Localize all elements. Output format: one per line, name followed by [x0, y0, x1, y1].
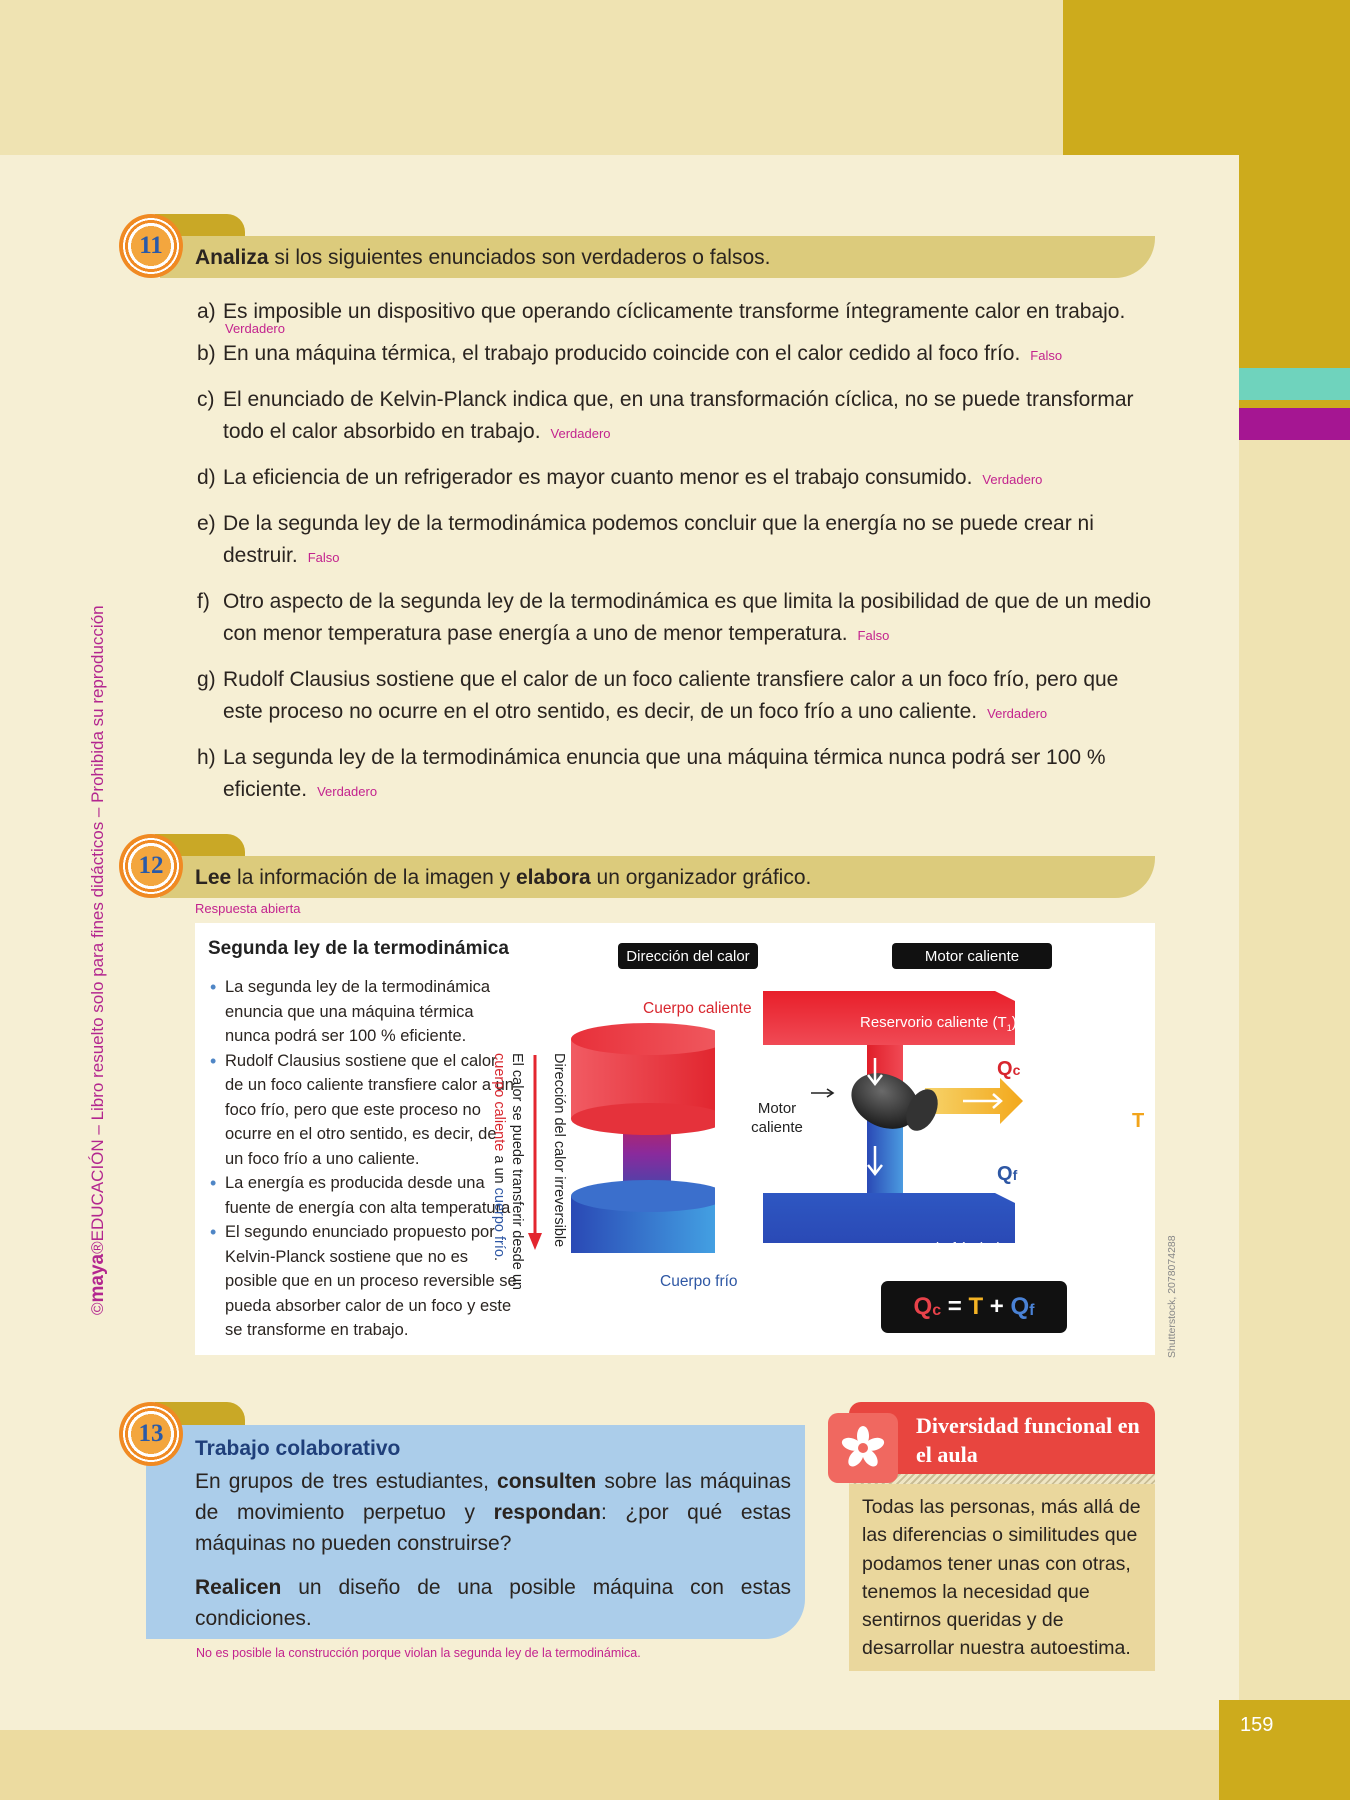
- item-text: La segunda ley de la termodinámica enuncia que una máquina térmica nunca podrá ser 100 % eficiente.: [223, 746, 1106, 801]
- collab-paragraph-2: [195, 1572, 791, 1634]
- activity-13-badge: [119, 1402, 183, 1466]
- statement-e: [197, 508, 1157, 574]
- statement-b: [197, 338, 1157, 372]
- page-number-box: [1219, 1700, 1350, 1800]
- infographic-title: Segunda ley de la termodinámica: [208, 938, 509, 959]
- cold-reservoir: [763, 1193, 1015, 1243]
- motor-label-line2: caliente: [751, 1119, 803, 1136]
- activity-number: 13: [138, 1420, 164, 1447]
- magenta-tab: [1239, 408, 1350, 440]
- eq-qc: Q: [913, 1293, 933, 1320]
- irreversible-direction-text: Dirección del calor irreversible: [551, 1053, 567, 1248]
- cream-side-band: [1239, 440, 1350, 1800]
- item-letter: f): [197, 590, 210, 613]
- item-text: El enunciado de Kelvin-Planck indica que, en una transformación cíclica, no se puede transformar todo el calor absorbido en trabajo.: [223, 388, 1134, 443]
- qc-letter: Q: [997, 1058, 1013, 1080]
- activity-12-answer: Respuesta abierta: [195, 901, 301, 916]
- item-answer: Verdadero: [982, 472, 1043, 487]
- hot-reservoir-text: Reservorio caliente (T: [860, 1014, 1007, 1031]
- infographic: [195, 923, 1155, 1355]
- title-mid: la información de la imagen y: [231, 866, 516, 889]
- eq-t: T: [968, 1293, 984, 1320]
- qf-subscript: f: [1012, 1167, 1018, 1183]
- item-answer: Verdadero: [550, 426, 611, 441]
- activity-12-badge: [119, 834, 183, 898]
- activity-11-title: [195, 246, 771, 270]
- text-span: : ¿por qué estas máquinas no pueden construirse?: [195, 1501, 792, 1555]
- statement-a: [197, 296, 1157, 336]
- bullet-item: • El segundo enunciado propuesto por Kelvin-Planck sostiene que no es posible que en un proceso reversible se pueda absorber calor de un foco y este se transforme en trabajo.: [208, 1220, 518, 1343]
- statement-h: [197, 742, 1157, 808]
- bullet-item: • Rudolf Clausius sostiene que el calor de un foco caliente transfiere calor a un foco frío, pero que este proceso no ocurre en el otro sentido, es decir, de un foco frío a uno caliente.: [208, 1049, 518, 1172]
- item-answer: Verdadero: [987, 706, 1048, 721]
- activity-12-title: [195, 866, 811, 890]
- title-rest: un organizador gráfico.: [590, 866, 812, 889]
- activity-11-badge: [119, 214, 183, 278]
- activity-number: 11: [139, 232, 163, 259]
- irreversible-arrow-icon: [525, 1055, 545, 1255]
- item-letter: d): [197, 466, 216, 489]
- item-letter: g): [197, 668, 216, 691]
- item-letter: b): [197, 342, 216, 365]
- image-credit: Shutterstock, 2078074288: [1166, 1235, 1178, 1358]
- period: .: [491, 1256, 507, 1261]
- title-verb-2: elabora: [516, 866, 591, 889]
- item-text: Es imposible un dispositivo que operando cíclicamente transforme íntegramente calor en trabajo.: [223, 300, 1126, 323]
- collaborative-work-answer: No es posible la construcción porque violan la segunda ley de la termodinámica.: [196, 1646, 641, 1660]
- bottom-band: [0, 1730, 1239, 1800]
- title-rest: si los siguientes enunciados son verdaderos o falsos.: [268, 246, 771, 269]
- verb-respondan: respondan: [493, 1501, 601, 1524]
- statement-d: [197, 462, 1157, 496]
- bullet-item: • La energía es producida desde una fuente de energía con alta temperatura: [208, 1171, 518, 1220]
- energy-equation: [881, 1281, 1067, 1333]
- item-text: Rudolf Clausius sostiene que el calor de un foco caliente transfiere calor a un foco frío, pero que este proceso no ocurre en el otro sentido, es decir, de un foco frío a uno caliente.: [223, 668, 1119, 723]
- activity-number: 12: [138, 852, 164, 879]
- item-text: De la segunda ley de la termodinámica podemos concluir que la energía no se puede crear ni destruir.: [223, 512, 1094, 567]
- t1-subscript: 1: [1006, 1023, 1012, 1033]
- diversity-title: Diversidad funcional en el aula: [916, 1413, 1140, 1467]
- statement-g: [197, 664, 1157, 730]
- qc-label: [997, 1058, 1020, 1081]
- qc-subscript: c: [1012, 1062, 1021, 1078]
- heat-transfer-text-line2: [491, 1053, 507, 1261]
- item-letter: e): [197, 512, 216, 535]
- item-text: La eficiencia de un refrigerador es mayor cuanto menor es el trabajo consumido.: [223, 466, 973, 489]
- cold-body-word: cuerpo frío: [491, 1187, 507, 1257]
- motor-label-line1: Motor: [757, 1100, 797, 1117]
- item-answer: Verdadero: [317, 784, 378, 799]
- verb-consulten: consulten: [497, 1470, 597, 1493]
- infographic-bullets: [208, 975, 518, 1343]
- text-span: En grupos de tres estudiantes,: [195, 1470, 498, 1493]
- hot-reservoir-label: Reservorio caliente $(T_1)$: [860, 1014, 1017, 1033]
- side-copyright-text: [87, 605, 109, 1315]
- verb-realicen: Realicen: [195, 1576, 282, 1599]
- text-span: sobre las máquinas de movimiento perpetuo y: [195, 1470, 791, 1524]
- eq-qf-subscript: f: [1029, 1302, 1035, 1319]
- item-answer: Falso: [857, 628, 890, 643]
- copyright-symbol: ©: [88, 1302, 107, 1315]
- item-text: En una máquina térmica, el trabajo producido coincide con el calor cedido al foco frío.: [223, 342, 1021, 365]
- eq-plus: +: [983, 1293, 1011, 1320]
- page-number: 159: [1240, 1714, 1274, 1736]
- item-letter: c): [197, 388, 215, 411]
- collaborative-work-text: [195, 1466, 791, 1634]
- teal-tab: [1239, 368, 1350, 400]
- hot-engine-label: Motor caliente: [892, 943, 1052, 969]
- item-answer: Falso: [1030, 348, 1063, 363]
- work-t-label: T: [1132, 1110, 1145, 1132]
- cold-reservoir-label: Reservorio frío $(T_2)$: [875, 1240, 1002, 1259]
- eq-equals: =: [941, 1293, 969, 1320]
- title-verb-1: Lee: [195, 866, 232, 889]
- statement-list: [197, 296, 1157, 808]
- text-span: un diseño de una posible máquina con estas condiciones.: [195, 1576, 791, 1630]
- brand-name: maya: [87, 1253, 108, 1303]
- item-letter: a): [197, 300, 216, 323]
- flower-icon: [828, 1413, 898, 1483]
- cold-reservoir-text: Reservorio frío (T: [875, 1240, 992, 1257]
- qf-label: [997, 1163, 1017, 1186]
- heat-direction-label: Dirección del calor: [618, 943, 758, 969]
- heat-cylinders-graphic: [565, 1023, 715, 1253]
- connector-word: a un: [491, 1151, 507, 1188]
- statement-c: [197, 384, 1157, 450]
- item-text: Otro aspecto de la segunda ley de la termodinámica es que limita la posibilidad de que de un medio con menor temperatura pase energía a uno de menor temperatura.: [223, 590, 1152, 645]
- collab-paragraph-1: [195, 1466, 791, 1559]
- eq-qc-subscript: c: [932, 1302, 942, 1319]
- eq-qf: Q: [1010, 1293, 1030, 1320]
- bullet-item: • La segunda ley de la termodinámica enuncia que una máquina térmica nunca podrá ser 100 % eficiente.: [208, 975, 518, 1049]
- motor-label: [747, 1099, 807, 1137]
- title-verb: Analiza: [195, 246, 269, 269]
- collaborative-work-title: Trabajo colaborativo: [195, 1437, 401, 1460]
- qf-letter: Q: [997, 1163, 1013, 1185]
- side-text-rest: ®EDUCACIÓN – Libro resuelto solo para fines didácticos – Prohibida su reproducción: [88, 605, 107, 1254]
- diversity-text: Todas las personas, más allá de las diferencias o similitudes que podamos tener unas con otras, tenemos la necesidad que sentirnos queridas y de desarrollar nuestra autoestima.: [862, 1496, 1141, 1660]
- hot-body-word: cuerpo caliente: [491, 1053, 507, 1152]
- item-answer: Falso: [307, 550, 340, 565]
- hot-body-label: Cuerpo caliente: [643, 1000, 752, 1017]
- heat-transfer-text-line1: El calor se puede transferir desde un: [509, 1053, 525, 1290]
- statement-f: [197, 586, 1157, 652]
- item-letter: h): [197, 746, 216, 769]
- cold-body-label: Cuerpo frío: [660, 1273, 738, 1290]
- item-answer: Verdadero: [225, 321, 285, 336]
- t2-subscript: 2: [991, 1249, 997, 1259]
